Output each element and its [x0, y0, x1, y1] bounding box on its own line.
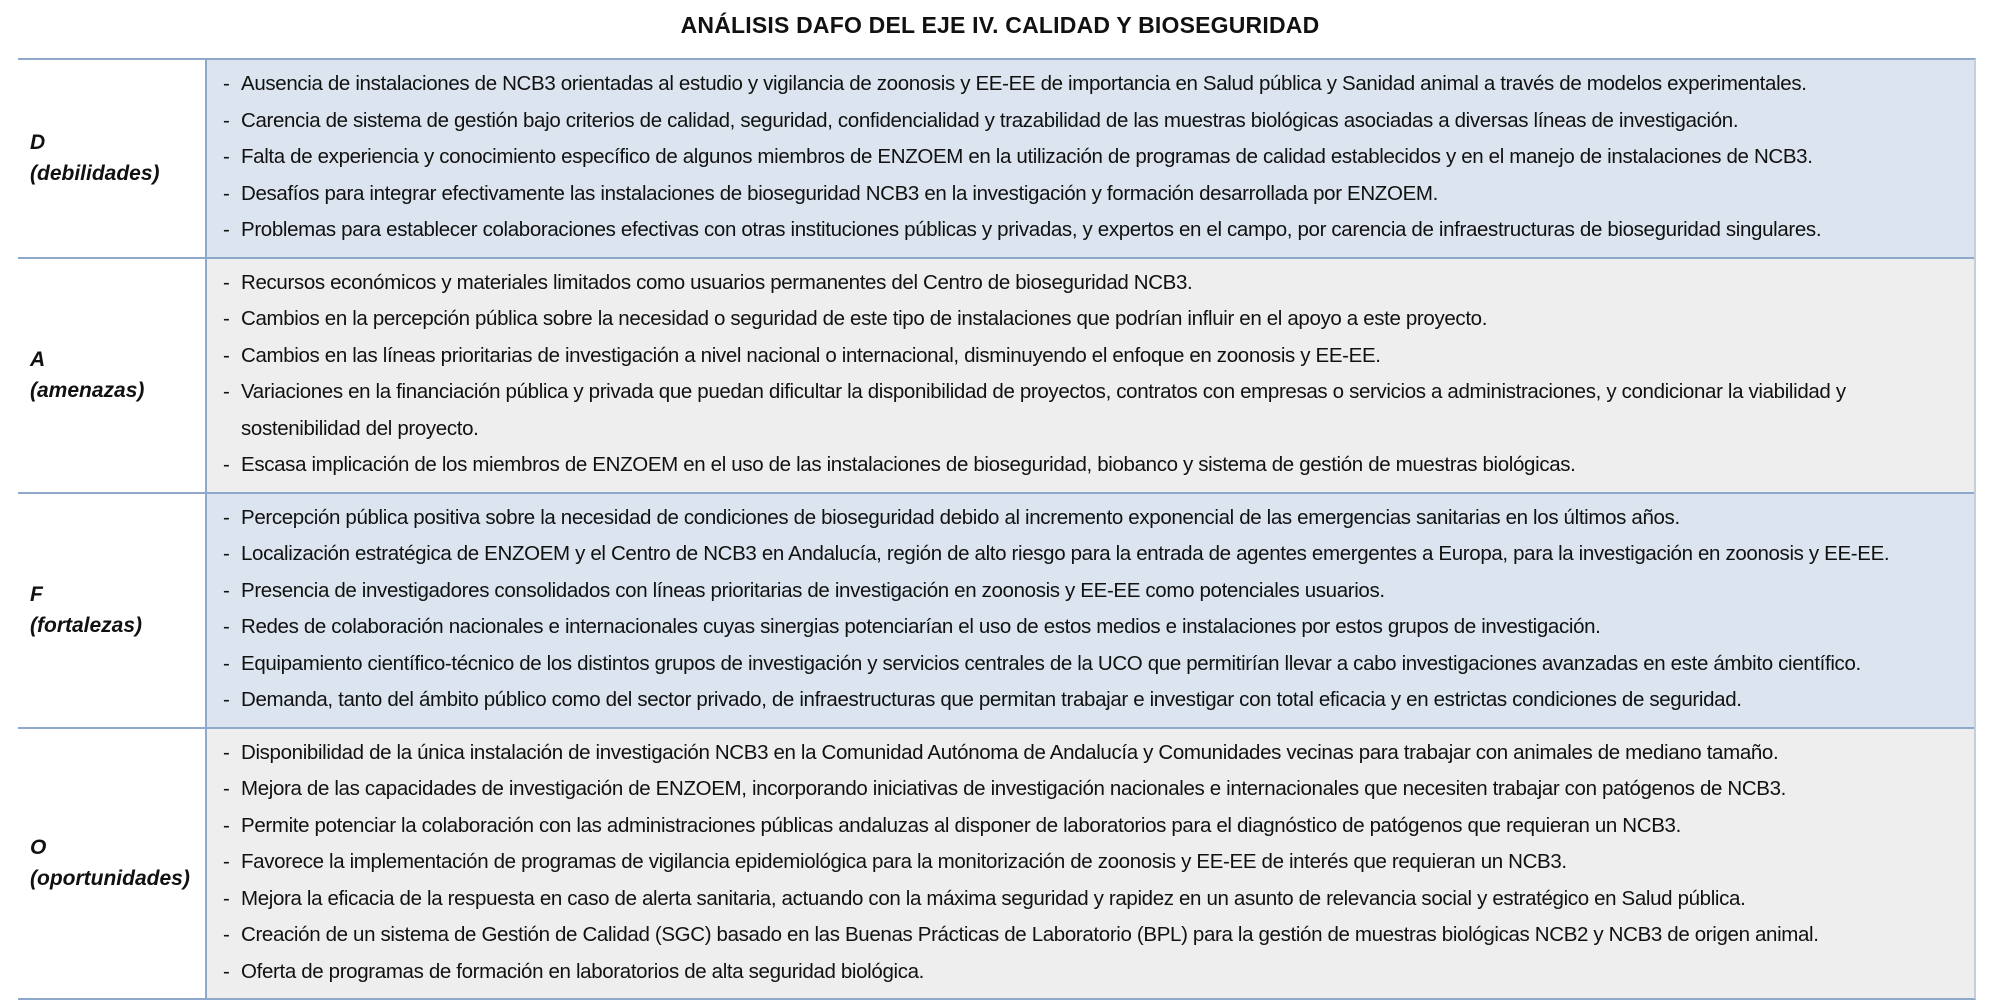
list-item: - Oferta de programas de formación en laboratorios de alta seguridad biológica.: [219, 954, 1964, 991]
row-name: (oportunidades): [30, 867, 190, 891]
page-title: ANÁLISIS DAFO DEL EJE IV. CALIDAD Y BIOSEGURIDAD: [680, 12, 1320, 38]
row-label: [18, 60, 207, 257]
list-item: - Localización estratégica de ENZOEM y el Centro de NCB3 en Andalucía, región de alto riesgo para la entrada de agentes emergentes a Europa, para la investigación en zoonosis y EE-EE.: [219, 536, 1964, 573]
row-letter: A: [30, 348, 46, 371]
list-item: - Cambios en las líneas prioritarias de investigación a nivel nacional o internacional, disminuyendo el enfoque en zoonosis y EE-EE.: [219, 338, 1964, 375]
row-letter: F: [30, 583, 43, 606]
list-item: - Demanda, tanto del ámbito público como del sector privado, de infraestructuras que permitan trabajar e investigar con total eficacia y en estrictas condiciones de seguridad.: [219, 682, 1964, 719]
list-item: - Permite potenciar la colaboración con las administraciones públicas andaluzas al disponer de laboratorios para el diagnóstico de patógenos que requieran un NCB3.: [219, 808, 1964, 845]
dafo-table: [18, 58, 1976, 1000]
row-content: [207, 60, 1974, 257]
item-list: [219, 265, 1964, 484]
list-item: - Percepción pública positiva sobre la necesidad de condiciones de bioseguridad debido al incremento exponencial de las emergencias sanitarias en los últimos años.: [219, 500, 1964, 537]
row-letter: O: [30, 836, 47, 860]
item-list: [219, 735, 1964, 991]
item-list: [219, 500, 1964, 719]
list-item: - Cambios en la percepción pública sobre la necesidad o seguridad de este tipo de instalaciones que podrían influir en el apoyo a este proyecto.: [219, 301, 1964, 338]
row-name: (amenazas): [30, 379, 145, 402]
list-item: - Disponibilidad de la única instalación de investigación NCB3 en la Comunidad Autónoma de Andalucía y Comunidades vecinas para trabajar con animales de mediano tamaño.: [219, 735, 1964, 772]
list-item: - Problemas para establecer colaboraciones efectivas con otras instituciones públicas y privadas, y expertos en el campo, por carencia de infraestructuras de bioseguridad singulares.: [219, 212, 1964, 249]
list-item: - Mejora de las capacidades de investigación de ENZOEM, incorporando iniciativas de investigación nacionales e internacionales que necesiten trabajar con patógenos de NCB3.: [219, 771, 1964, 808]
list-item: - Carencia de sistema de gestión bajo criterios de calidad, seguridad, confidencialidad y trazabilidad de las muestras biológicas asociadas a diversas líneas de investigación.: [219, 103, 1964, 140]
list-item: - Equipamiento científico-técnico de los distintos grupos de investigación y servicios centrales de la UCO que permitirían llevar a cabo investigaciones avanzadas en este ámbito científico.: [219, 646, 1964, 683]
list-item: - Desafíos para integrar efectivamente las instalaciones de bioseguridad NCB3 en la investigación y formación desarrollada por ENZOEM.: [219, 176, 1964, 213]
row-debilidades: [18, 60, 1974, 259]
row-content: [207, 494, 1974, 727]
row-fortalezas: [18, 494, 1974, 729]
list-item: - Redes de colaboración nacionales e internacionales cuyas sinergias potenciarían el uso de estos medios e instalaciones por estos grupos de investigación.: [219, 609, 1964, 646]
row-name: (fortalezas): [30, 614, 143, 637]
list-item: - Recursos económicos y materiales limitados como usuarios permanentes del Centro de bioseguridad NCB3.: [219, 265, 1964, 302]
list-item: - Mejora la eficacia de la respuesta en caso de alerta sanitaria, actuando con la máxima seguridad y rapidez en un asunto de relevancia social y estratégico en Salud pública.: [219, 881, 1964, 918]
row-letter: D: [30, 131, 46, 155]
list-item: - Escasa implicación de los miembros de ENZOEM en el uso de las instalaciones de bioseguridad, biobanco y sistema de gestión de muestras biológicas.: [219, 447, 1964, 484]
list-item: - Creación de un sistema de Gestión de Calidad (SGC) basado en las Buenas Prácticas de Laboratorio (BPL) para la gestión de muestras biológicas NCB2 y NCB3 de origen animal.: [219, 917, 1964, 954]
list-item: - Ausencia de instalaciones de NCB3 orientadas al estudio y vigilancia de zoonosis y EE-EE de importancia en Salud pública y Sanidad animal a través de modelos experimentales.: [219, 66, 1964, 103]
row-name: (debilidades): [30, 162, 160, 186]
row-label: [18, 494, 207, 727]
row-oportunidades: [18, 729, 1974, 999]
list-item: - Falta de experiencia y conocimiento específico de algunos miembros de ENZOEM en la utilización de programas de calidad establecidos y en el manejo de instalaciones de NCB3.: [219, 139, 1964, 176]
row-amenazas: [18, 259, 1974, 494]
list-item: - Favorece la implementación de programas de vigilancia epidemiológica para la monitorización de zoonosis y EE-EE de interés que requieran un NCB3.: [219, 844, 1964, 881]
item-list: [219, 66, 1964, 249]
row-label: [18, 259, 207, 492]
list-item: - Variaciones en la financiación pública y privada que puedan dificultar la disponibilidad de proyectos, contratos con empresas o servicios a administraciones, y condicionar la viabilidad y sostenibilidad del proyecto.: [219, 374, 1964, 447]
list-item: - Presencia de investigadores consolidados con líneas prioritarias de investigación en zoonosis y EE-EE como potenciales usuarios.: [219, 573, 1964, 610]
row-label: [18, 729, 207, 999]
row-content: [207, 729, 1974, 999]
row-content: [207, 259, 1974, 492]
